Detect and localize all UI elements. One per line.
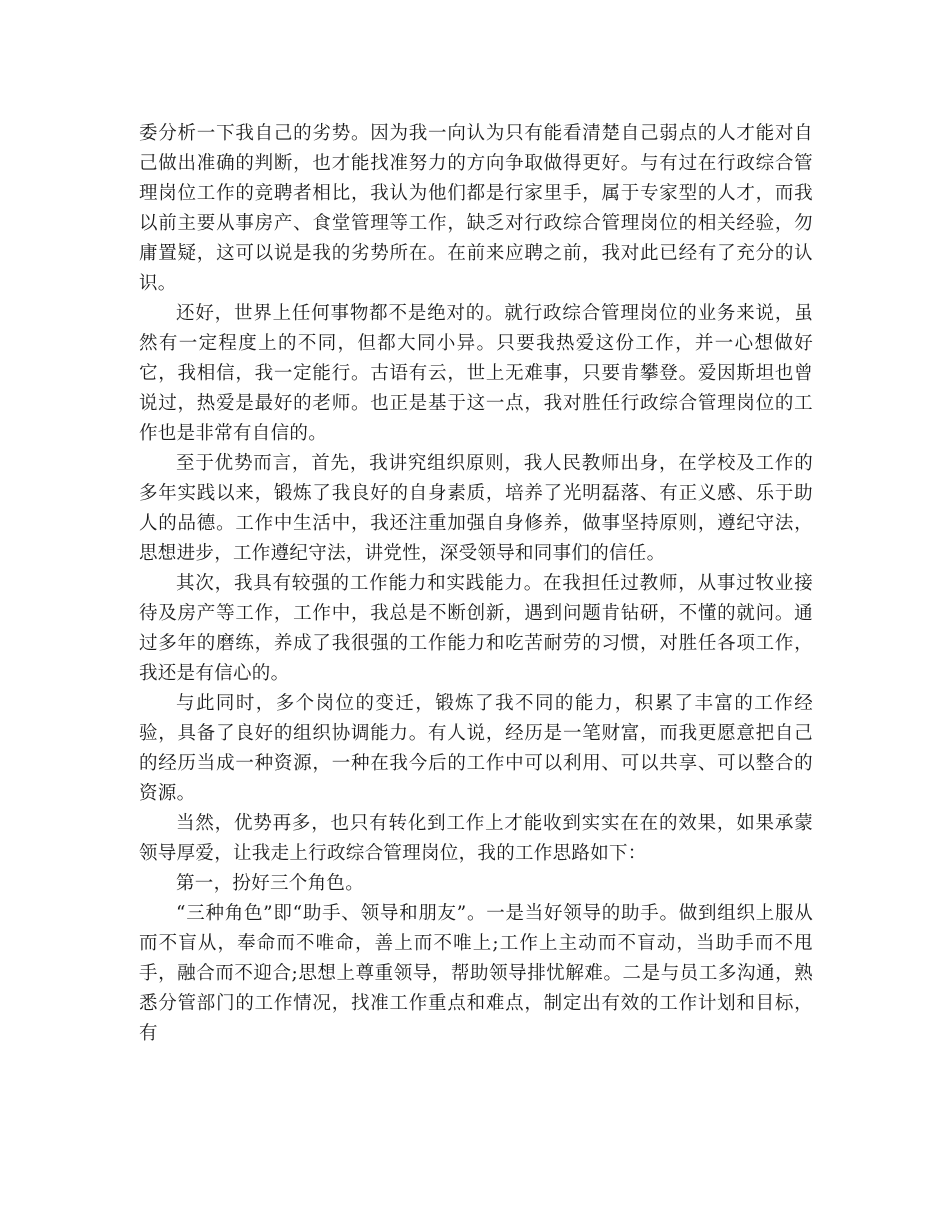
paragraph-8: “三种角色”即“助手、领导和朋友”。一是当好领导的助手。做到组织上服从而不盲从，奉命而不唯命，善上而不唯上;工作上主动而不盲动，当助手而不甩手，融合而不迎合;思想上尊重领导，帮助领导排忧解难。二是与员工多沟通，熟悉分管部门的工作情况，找准工作重点和难点，制定出有效的工作计划和目标，有 xyxy=(139,903,813,1044)
paragraph-7: 第一，扮好三个角色。 xyxy=(176,873,365,894)
paragraph-4: 其次，我具有较强的工作能力和实践能力。在我担任过教师，从事过牧业接待及房产等工作，工作中，我总是不断创新，遇到问题肯钻研，不懂的就问。通过多年的磨练，养成了我很强的工作能力和吃苦耐劳的习惯，对胜任各项工作，我还是有信心的。 xyxy=(139,573,813,684)
paragraph-6: 当然，优势再多，也只有转化到工作上才能收到实实在在的效果，如果承蒙领导厚爱，让我走上行政综合管理岗位，我的工作思路如下： xyxy=(139,813,813,864)
paragraph-2: 还好，世界上任何事物都不是绝对的。就行政综合管理岗位的业务来说，虽然有一定程度上的不同，但都大同小异。只要我热爱这份工作，并一心想做好它，我相信，我一定能行。古语有云，世上无难事，只要肯攀登。爱因斯坦也曾说过，热爱是最好的老师。也正是基于这一点，我对胜任行政综合管理岗位的工作也是非常有自信的。 xyxy=(139,303,813,444)
paragraph-1: 委分析一下我自己的劣势。因为我一向认为只有能看清楚自己弱点的人才能对自己做出准确的判断，也才能找准努力的方向争取做得更好。与有过在行政综合管理岗位工作的竞聘者相比，我认为他们都是行家里手，属于专家型的人才，而我以前主要从事房产、食堂管理等工作，缺乏对行政综合管理岗位的相关经验，勿庸置疑，这可以说是我的劣势所在。在前来应聘之前，我对此已经有了充分的认识。 xyxy=(139,123,813,294)
body-text xyxy=(139,119,813,1049)
paragraph-5: 与此同时，多个岗位的变迁，锻炼了我不同的能力，积累了丰富的工作经验，具备了良好的组织协调能力。有人说，经历是一笔财富，而我更愿意把自己的经历当成一种资源，一种在我今后的工作中可以利用、可以共享、可以整合的资源。 xyxy=(139,693,813,804)
paragraph-3: 至于优势而言，首先，我讲究组织原则，我人民教师出身，在学校及工作的多年实践以来，锻炼了我良好的自身素质，培养了光明磊落、有正义感、乐于助人的品德。工作中生活中，我还注重加强自身修养，做事坚持原则，遵纪守法，思想进步，工作遵纪守法，讲党性，深受领导和同事们的信任。 xyxy=(139,453,813,564)
